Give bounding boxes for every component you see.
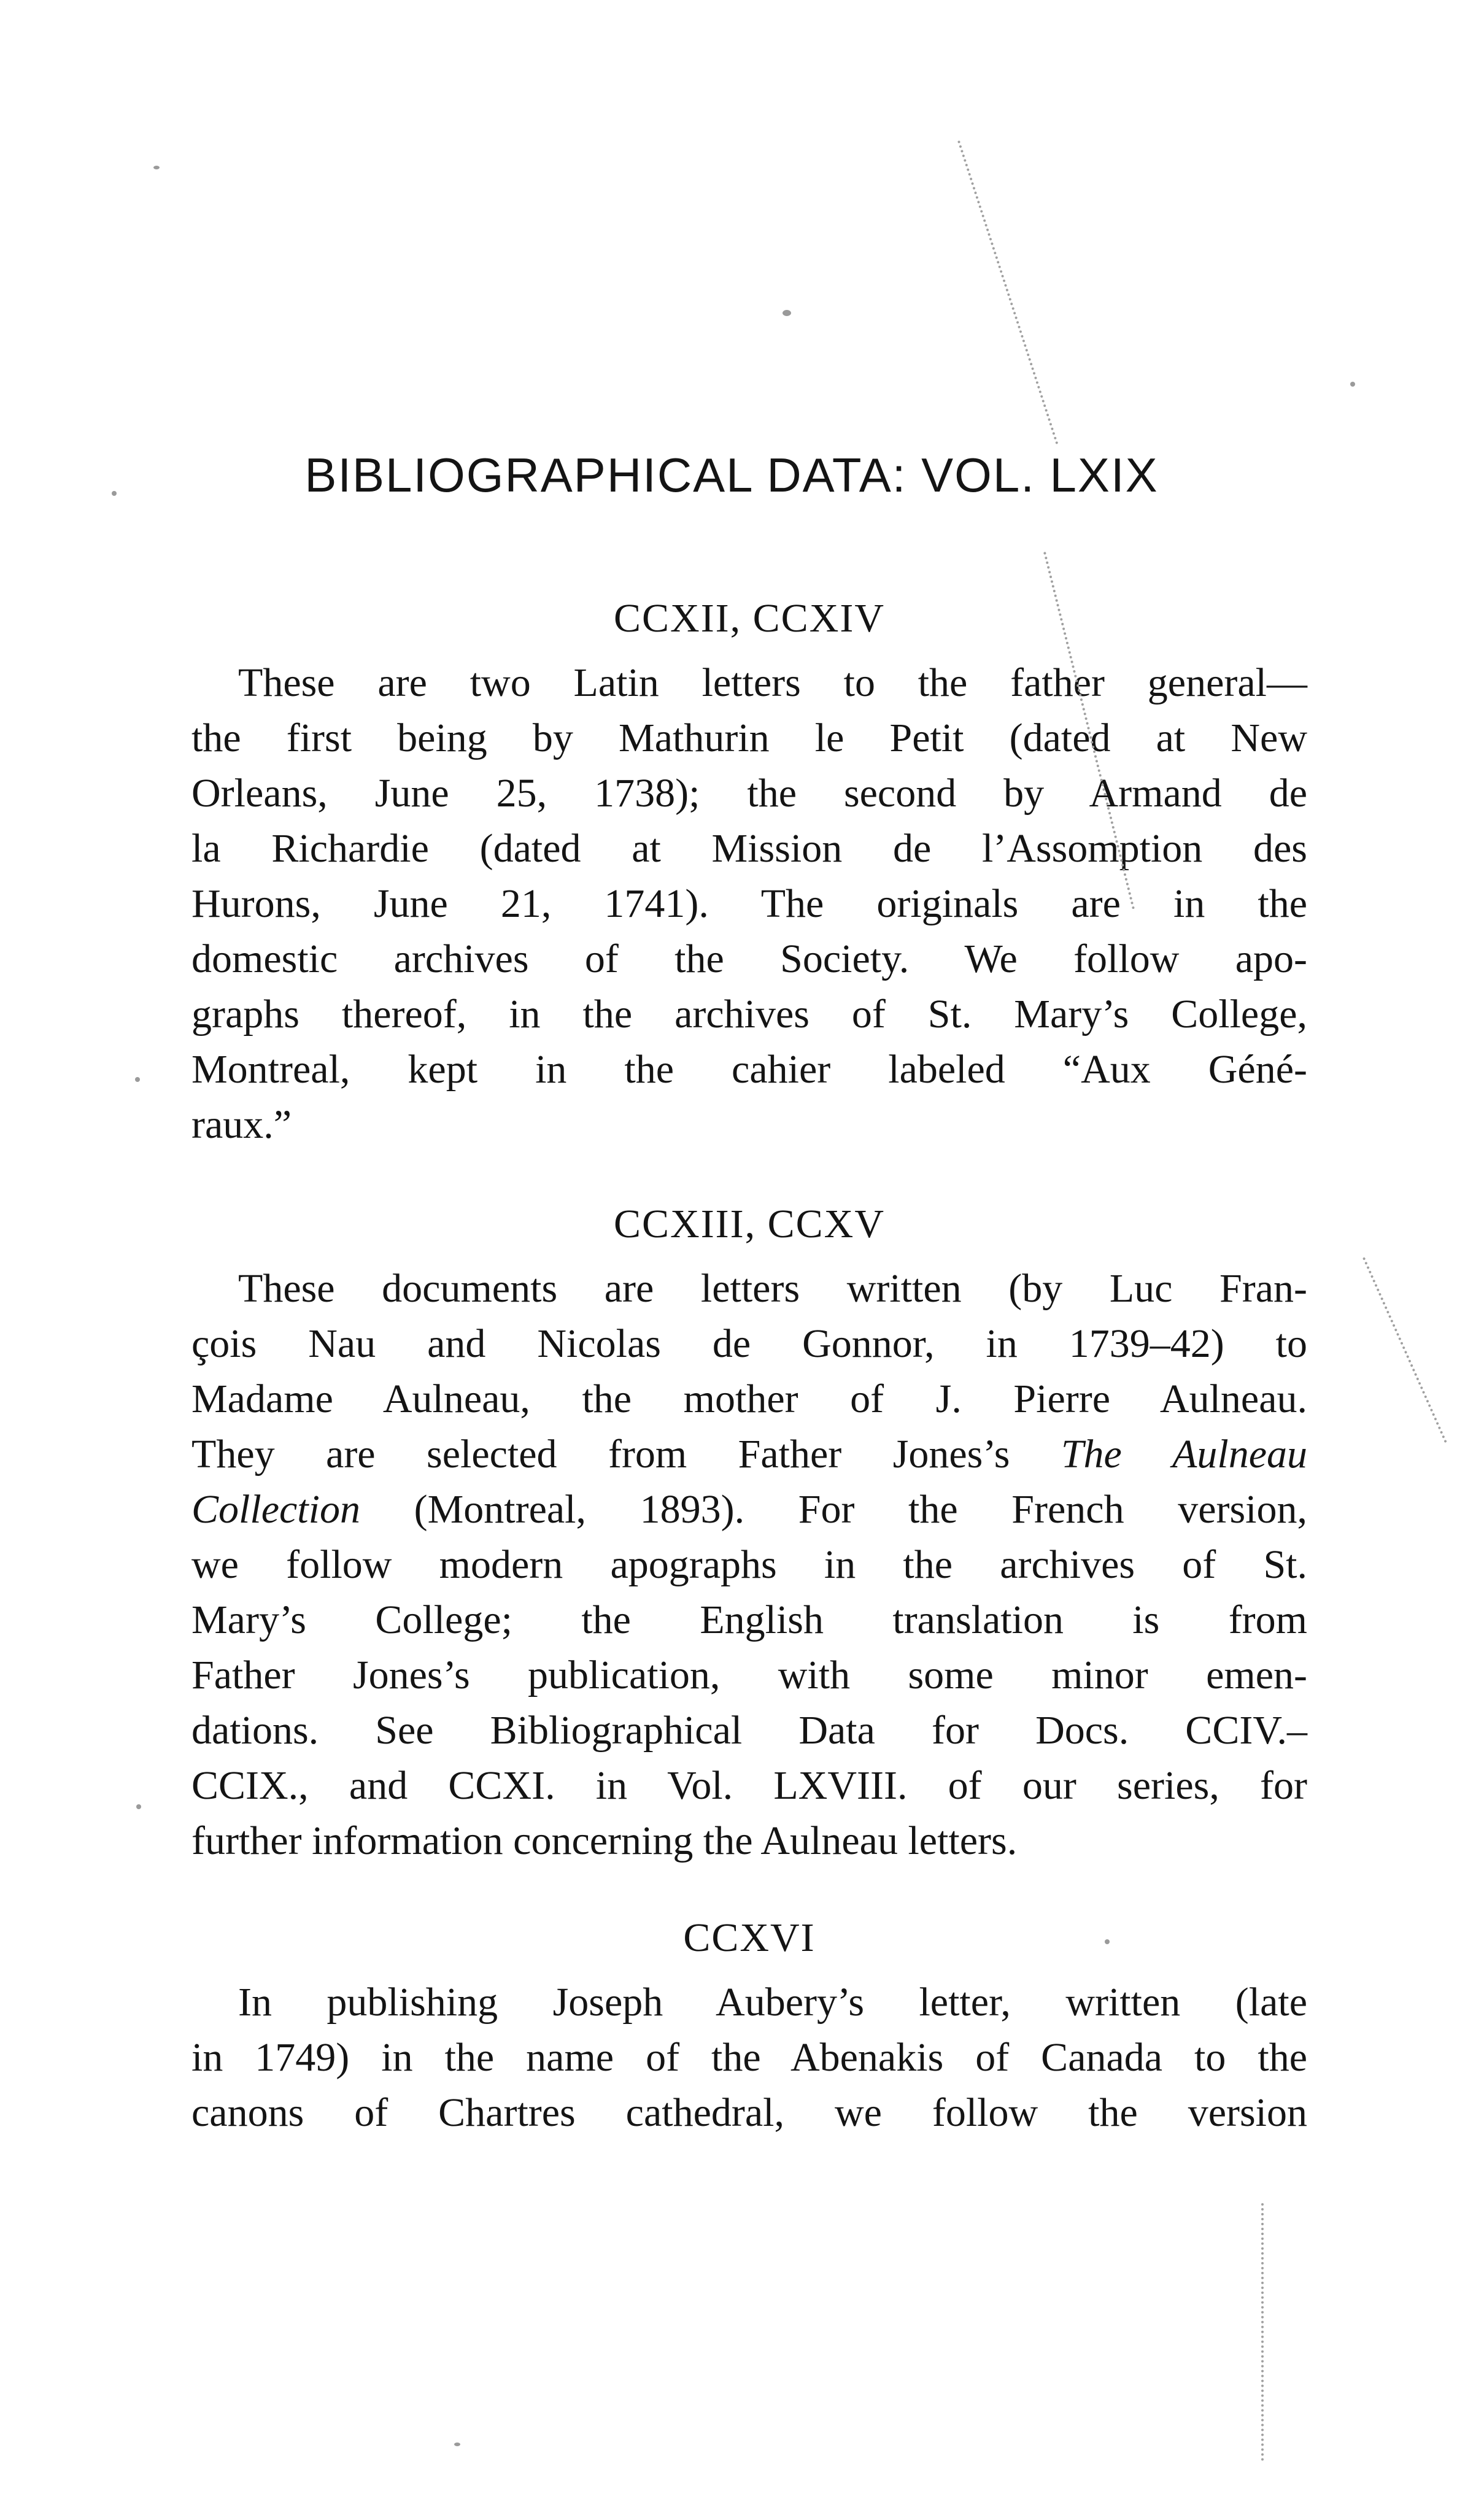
paragraph-line: They are selected from Father Jones’s The Aulneau xyxy=(191,1432,1307,1477)
scan-speck xyxy=(454,2443,460,2446)
paragraph-line: Hurons, June 21, 1741). The originals are in the xyxy=(191,881,1307,926)
paragraph-line: These are two Latin letters to the father general— xyxy=(238,660,1307,705)
paragraph-line: domestic archives of the Society. We follow apo- xyxy=(191,937,1307,981)
paragraph-line: CCIX., and CCXI. in Vol. LXVIII. of our series, for xyxy=(191,1763,1307,1808)
scan-speck xyxy=(112,491,117,496)
scan-speck xyxy=(153,166,160,169)
scan-speck xyxy=(783,310,791,316)
paragraph-line: in 1749) in the name of the Abenakis of Canada to the xyxy=(191,2035,1307,2080)
scan-speckle-trail xyxy=(1362,1257,1447,1443)
scan-speck xyxy=(136,1804,141,1809)
section-paragraph-ccxvi xyxy=(191,1975,1307,2141)
paragraph-line: la Richardie (dated at Mission de l’Assomption des xyxy=(191,826,1307,871)
paragraph-line: canons of Chartres cathedral, we follow the version xyxy=(191,2090,1307,2135)
paragraph-line: Father Jones’s publication, with some minor emen- xyxy=(191,1653,1307,1697)
paragraph-line: These documents are letters written (by Luc Fran- xyxy=(238,1266,1307,1311)
paragraph-line: graphs thereof, in the archives of St. Mary’s College, xyxy=(191,992,1307,1037)
paragraph-line: Collection (Montreal, 1893). For the French version, xyxy=(191,1487,1307,1532)
paragraph-line: Orleans, June 25, 1738); the second by Armand de xyxy=(191,771,1307,816)
paragraph-line: Montreal, kept in the cahier labeled “Aux Géné- xyxy=(191,1047,1307,1092)
paragraph-line: Madame Aulneau, the mother of J. Pierre Aulneau. xyxy=(191,1377,1307,1421)
paragraph-line: further information concerning the Aulneau letters. xyxy=(191,1818,1018,1863)
section-heading-ccxii-ccxiv: CCXII, CCXIV xyxy=(613,596,885,641)
section-heading-ccxvi: CCXVI xyxy=(683,1915,816,1960)
paragraph-line: dations. See Bibliographical Data for Docs. CCIV.– xyxy=(191,1708,1307,1753)
scan-speck xyxy=(135,1077,140,1082)
section-paragraph-ccxii-ccxiv xyxy=(191,655,1307,1153)
scan-speckle-trail xyxy=(957,141,1058,445)
paragraph-line: raux.” xyxy=(191,1102,292,1147)
scan-speckle-trail xyxy=(1261,2203,1264,2461)
paragraph-line: çois Nau and Nicolas de Gonnor, in 1739–42) to xyxy=(191,1321,1307,1366)
paragraph-line: In publishing Joseph Aubery’s letter, written (late xyxy=(238,1980,1307,2025)
section-heading-ccxiii-ccxv: CCXIII, CCXV xyxy=(613,1202,885,1246)
paragraph-line: the first being by Mathurin le Petit (dated at New xyxy=(191,716,1307,760)
paragraph-line: we follow modern apographs in the archives of St. xyxy=(191,1542,1307,1587)
page-title: BIBLIOGRAPHICAL DATA: VOL. LXIX xyxy=(304,448,1159,502)
scan-speck xyxy=(1350,382,1355,387)
section-paragraph-ccxiii-ccxv xyxy=(191,1261,1307,1869)
paragraph-line: Mary’s College; the English translation is from xyxy=(191,1597,1307,1642)
scan-speck xyxy=(1105,1939,1110,1944)
